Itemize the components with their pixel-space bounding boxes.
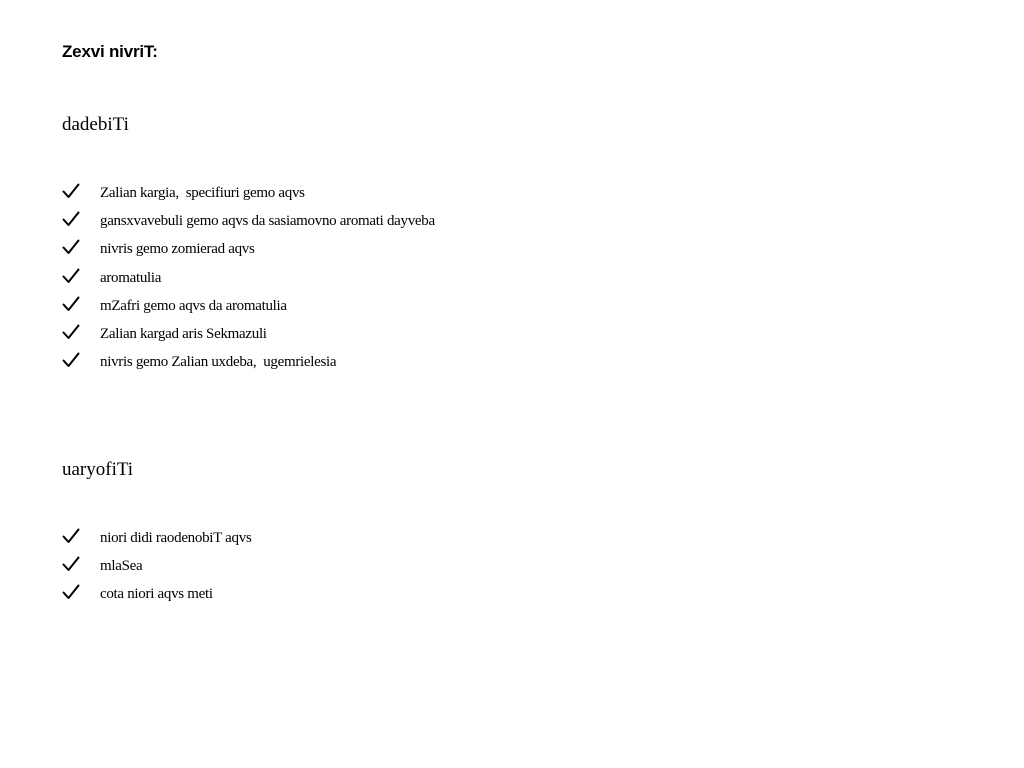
list-item-text: mlaSea <box>100 558 143 575</box>
checkmark-icon <box>62 238 80 256</box>
checkmark-icon <box>62 182 80 200</box>
list-item-text: mZafri gemo aqvs da aromatulia <box>100 297 287 314</box>
list-item-text: niori didi raodenobiT aqvs <box>100 530 252 546</box>
list-item-text: Zalian kargia, specifiuri gemo aqvs <box>100 185 305 201</box>
list-item-text: cota niori aqvs meti <box>100 586 213 603</box>
checkmark-icon <box>62 210 80 228</box>
pros-heading: dadebiTi <box>62 114 129 135</box>
list-item-text: gansxvavebuli gemo aqvs da sasiamovno aromati dayveba <box>100 213 435 230</box>
document-title: Zexvi nivriT: <box>62 42 158 61</box>
list-item-text: aromatulia <box>100 269 162 286</box>
list-item-text: Zalian kargad aris Sekmazuli <box>100 325 267 342</box>
checkmark-icon <box>62 583 80 601</box>
checkmark-icon <box>62 351 80 369</box>
list-item-text: nivris gemo Zalian uxdeba, ugemrielesia <box>100 354 337 371</box>
checkmark-icon <box>62 555 80 573</box>
checkmark-icon <box>62 267 80 285</box>
checkmark-icon <box>62 527 80 545</box>
checkmark-icon <box>62 323 80 341</box>
list-item-text: nivris gemo zomierad aqvs <box>100 241 255 258</box>
checkmark-icon <box>62 295 80 313</box>
cons-heading: uaryofiTi <box>62 459 134 480</box>
